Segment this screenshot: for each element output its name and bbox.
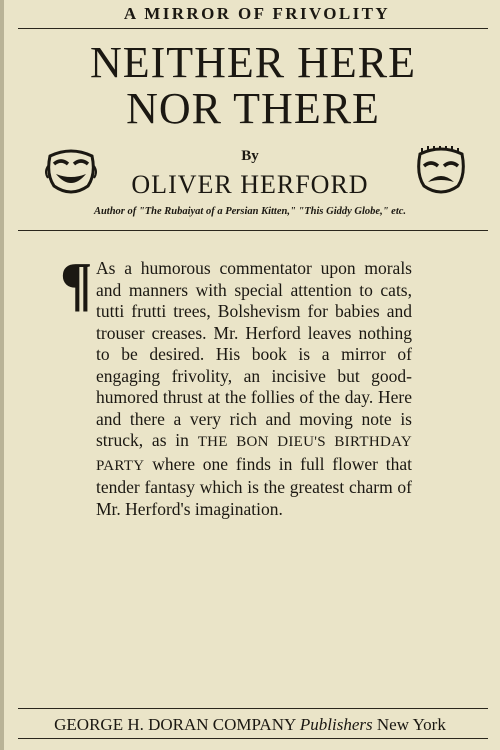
title-line-2: NOR THERE	[126, 84, 380, 133]
book-title	[18, 40, 488, 132]
publisher-line	[0, 712, 500, 738]
blurb-text	[96, 258, 412, 520]
publisher-name: GEORGE H. DORAN COMPANY	[54, 715, 296, 734]
publisher-city: New York	[376, 715, 446, 734]
series-header	[18, 0, 496, 26]
by-label: By	[241, 148, 259, 164]
pilcrow-ornament: ¶	[60, 251, 93, 317]
footer-rule	[18, 708, 488, 709]
blurb-paragraph	[66, 258, 412, 520]
middle-rule	[18, 230, 488, 231]
blurb-part-1: As a humorous commentator upon morals and manners with special attention to cats, tutti frutti trees, Bolshevism for babies and trouser creases. Mr. Herford leaves nothing to be desired. His book is a mirror of engaging frivolity, an incisive but good-humored thrust at the follies of the day. Here and there a very rich and moving note is struck, as in	[96, 258, 412, 450]
author-credits: Author of "The Rubaiyat of a Persian Kitten," "This Giddy Globe," etc.	[93, 206, 407, 217]
publishers-label: Publishers	[299, 715, 373, 734]
author-name: OLIVER HERFORD	[131, 170, 369, 199]
blurb-part-2: where one finds in full flower that tender fantasy which is the greatest charm of Mr. Herford's imagination.	[96, 453, 412, 519]
title-line-1: NEITHER HERE	[89, 38, 417, 87]
bottom-rule	[18, 738, 488, 739]
blurb-story-title: THE BON DIEU'S BIRTHDAY PARTY	[96, 434, 412, 474]
series-title: A MIRROR OF FRIVOLITY	[123, 4, 391, 23]
page-edge	[0, 0, 4, 750]
top-rule	[18, 28, 488, 29]
tragedy-mask-icon	[414, 146, 468, 198]
